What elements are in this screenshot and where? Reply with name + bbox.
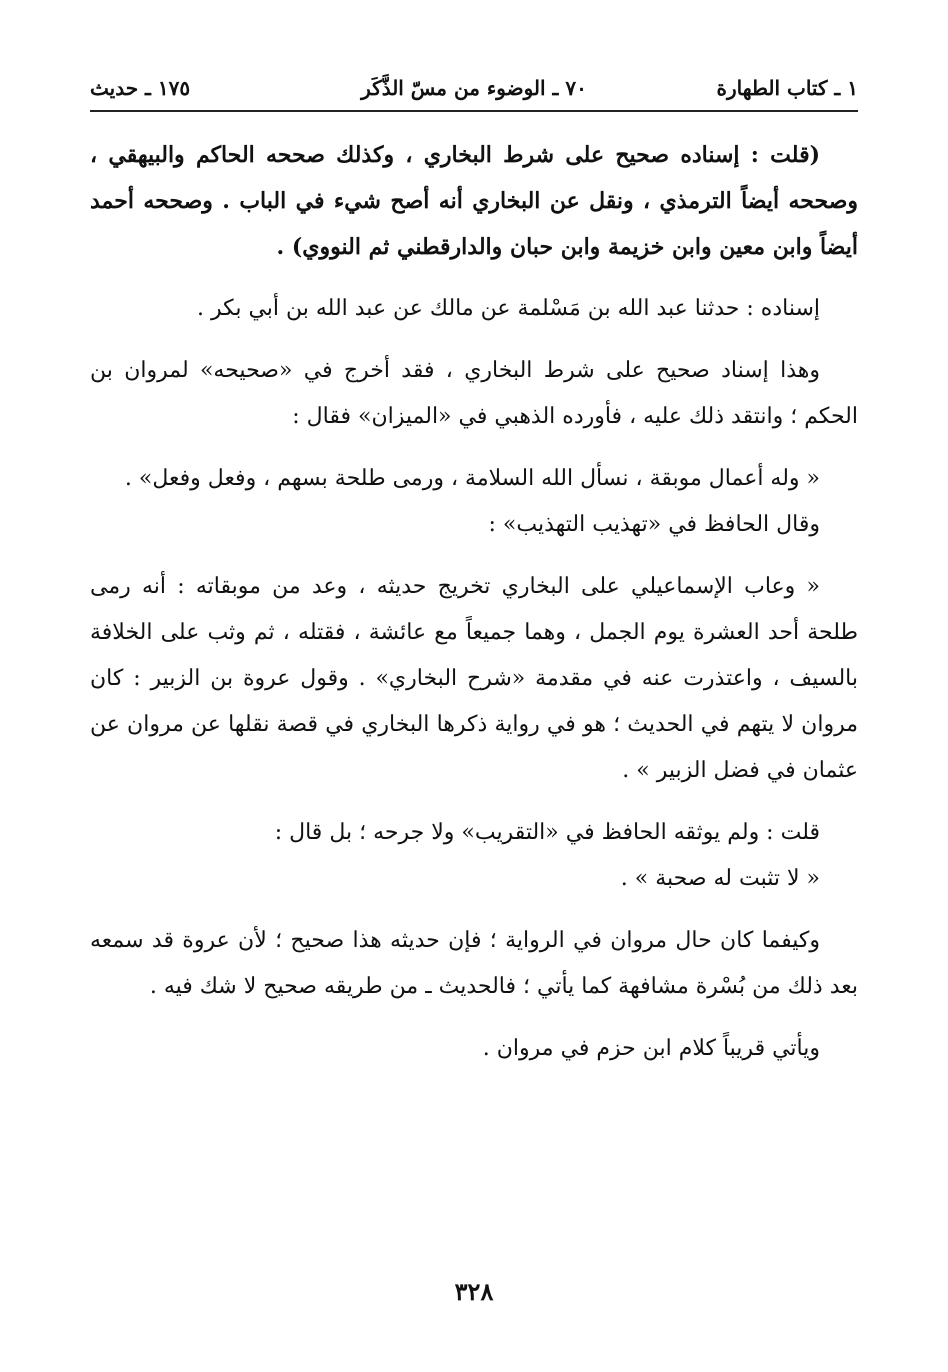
- verdict-paragraph: (قلت : إسناده صحيح على شرط البخاري ، وكذلك صححه الحاكم والبيهقي ، وصححه أيضاً الترمذي ، ونقل عن البخاري أنه أصح شيء في الباب . وصححه أحمد أيضاً وابن معين وابن خزيمة وابن حبان والدارقطني ثم النووي) .: [90, 142, 858, 260]
- commentary-paragraph: ويأتي قريباً كلام ابن حزم في مروان .: [482, 1036, 820, 1061]
- header-divider: [90, 110, 858, 112]
- isnad-paragraph: إسناده : حدثنا عبد الله بن مَسْلمة عن مالك عن عبد الله بن أبي بكر .: [197, 296, 820, 321]
- page-body: [90, 132, 858, 1088]
- quote-paragraph: « وله أعمال موبقة ، نسأل الله السلامة ، ورمى طلحة بسهم ، وفعل وفعل» .: [124, 466, 820, 491]
- hadith-number: ١٧٥ ـ حديث: [90, 76, 191, 100]
- section-title: ٧٠ ـ الوضوء من مسّ الذَّكَر: [361, 76, 587, 100]
- chapter-title: ١ ـ كتاب الطهارة: [716, 76, 858, 100]
- page-number: ٣٢٨: [454, 1277, 494, 1306]
- commentary-paragraph: وهذا إسناد صحيح على شرط البخاري ، فقد أخرج في «صحيحه» لمروان بن الحكم ؛ وانتقد ذلك عليه ، فأورده الذهبي في «الميزان» فقال :: [90, 358, 858, 429]
- quote-paragraph: « وعاب الإسماعيلي على البخاري تخريج حديثه ، وعد من موبقاته : أنه رمى طلحة أحد العشرة يوم الجمل ، وهما جميعاً مع عائشة ، فقتله ، ثم وثب على الخلافة بالسيف ، واعتذرت عنه في مقدمة «شرح البخاري» . وقول عروة بن الزبير : كان مروان لا يتهم في الحديث ؛ هو في رواية ذكرها البخاري في قصة نقلها عن مروان عن عثمان في فضل الزبير » .: [90, 574, 858, 783]
- commentary-paragraph: وكيفما كان حال مروان في الرواية ؛ فإن حديثه هذا صحيح ؛ لأن عروة قد سمعه بعد ذلك من بُسْرة مشافهة كما يأتي ؛ فالحديث ـ من طريقه صحيح لا شك فيه .: [90, 928, 858, 999]
- commentary-paragraph: وقال الحافظ في «تهذيب التهذيب» :: [488, 512, 820, 537]
- quote-paragraph: « لا تثبت له صحبة » .: [620, 866, 820, 891]
- book-page: [90, 60, 858, 1320]
- commentary-paragraph: قلت : ولم يوثقه الحافظ في «التقريب» ولا جرحه ؛ بل قال :: [274, 820, 820, 845]
